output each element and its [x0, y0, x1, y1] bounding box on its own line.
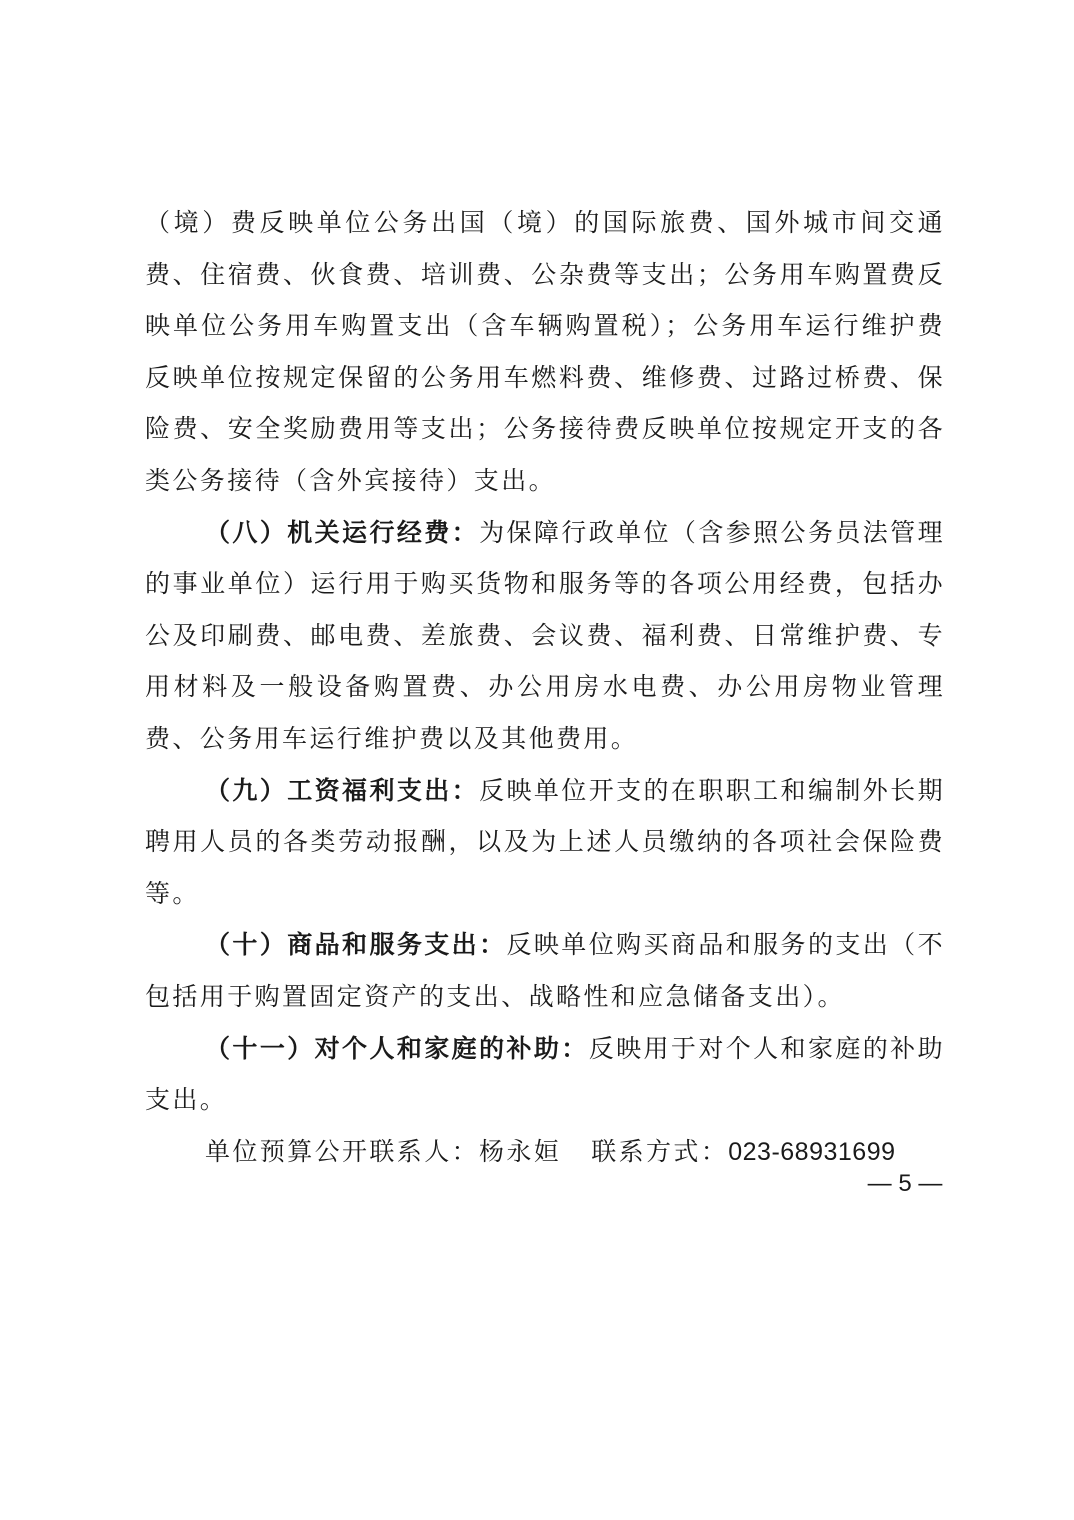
item-heading: （十）商品和服务支出： — [205, 930, 507, 960]
contact-name: 杨永姮 — [479, 1136, 562, 1166]
item-heading: （十一）对个人和家庭的补助： — [205, 1033, 589, 1063]
item-body: 反映单位开支的在职职工和编制外长期聘用人员的各类劳动报酬，以及为上述人员缴纳的各项社会保险费等。 — [145, 775, 945, 908]
body-text — [145, 197, 945, 1178]
paragraph-item-10 — [145, 919, 945, 1022]
paragraph-item-11 — [145, 1023, 945, 1126]
paragraph-continuation: （境）费反映单位公务出国（境）的国际旅费、国外城市间交通费、住宿费、伙食费、培训费、公杂费等支出；公务用车购置费反映单位公务用车购置支出（含车辆购置税）；公务用车运行维护费反映单位按规定保留的公务用车燃料费、维修费、过路过桥费、保险费、安全奖励费用等支出；公务接待费反映单位按规定开支的各类公务接待（含外宾接待）支出。 — [145, 208, 945, 495]
item-body: 为保障行政单位（含参照公务员法管理的事业单位）运行用于购买货物和服务等的各项公用经费，包括办公及印刷费、邮电费、差旅费、会议费、福利费、日常维护费、专用材料及一般设备购置费、办公用房水电费、办公用房物业管理费、公务用车运行维护费以及其他费用。 — [145, 517, 945, 753]
paragraph-item-9 — [145, 765, 945, 920]
item-body: 反映用于对个人和家庭的补助支出。 — [145, 1033, 945, 1115]
contact-phone: 023-68931699 — [728, 1137, 896, 1166]
item-heading: （九）工资福利支出： — [205, 775, 480, 805]
contact-phone-label: 联系方式： — [591, 1136, 729, 1166]
item-body: 反映单位购买商品和服务的支出（不包括用于购置固定资产的支出、战略性和应急储备支出）。 — [145, 930, 945, 1011]
page-number: — 5 — — [867, 1170, 943, 1197]
contact-label: 单位预算公开联系人： — [205, 1136, 480, 1166]
contact-line — [145, 1126, 945, 1179]
item-heading: （八）机关运行经费： — [205, 517, 480, 547]
paragraph-item-8 — [145, 507, 945, 765]
